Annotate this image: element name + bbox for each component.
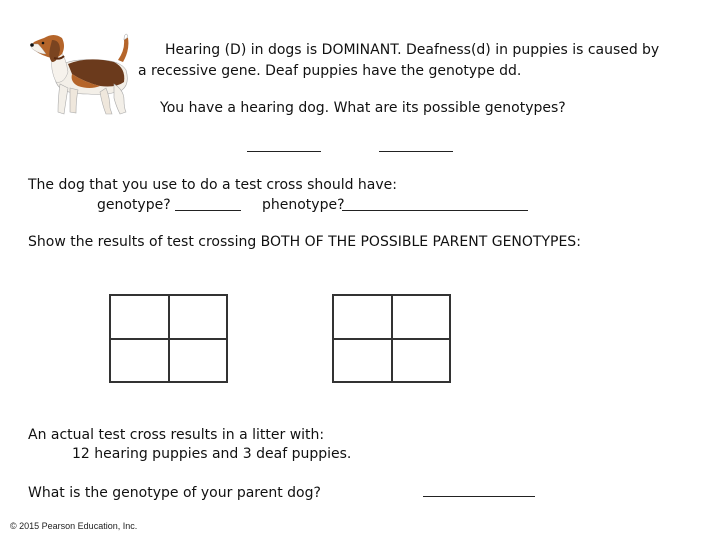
punnett-square-1[interactable] — [109, 294, 228, 383]
phenotype-label: phenotype? — [262, 197, 345, 213]
intro-line-2: a recessive gene. Deaf puppies have the genotype dd. — [138, 63, 522, 79]
intro-line-1: Hearing (D) in dogs is DOMINANT. Deafness(d) in puppies is caused — [165, 42, 638, 58]
punnett-cell[interactable] — [392, 339, 451, 383]
actual-cross-line-1: An actual test cross results in a litter with: — [28, 427, 325, 443]
punnett-square-2[interactable] — [332, 294, 451, 383]
test-cross-title: The dog that you use to do a test cross should have: — [28, 177, 397, 193]
punnett-cell[interactable] — [110, 295, 169, 339]
question-possible-genotypes: You have a hearing dog. What are its possible genotypes? — [160, 100, 566, 116]
question-parent-genotype: What is the genotype of your parent dog? — [28, 485, 321, 501]
beagle-dog-icon — [28, 32, 138, 116]
punnett-cell[interactable] — [392, 295, 451, 339]
answer-line-test-genotype[interactable] — [175, 210, 241, 211]
punnett-cell[interactable] — [169, 339, 228, 383]
punnett-cell[interactable] — [333, 339, 392, 383]
genotype-label: genotype? — [97, 197, 171, 213]
answer-line-test-phenotype[interactable] — [342, 210, 528, 211]
intro-line-1-by: by — [642, 42, 660, 58]
answer-line-genotype-1[interactable] — [247, 151, 321, 152]
actual-cross-line-2: 12 hearing puppies and 3 deaf puppies. — [72, 446, 352, 462]
punnett-cell[interactable] — [110, 339, 169, 383]
show-results-instruction: Show the results of test crossing BOTH OF THE POSSIBLE PARENT GENOTYPES: — [28, 234, 581, 250]
answer-line-genotype-2[interactable] — [379, 151, 453, 152]
punnett-cell[interactable] — [169, 295, 228, 339]
copyright-notice: © 2015 Pearson Education, Inc. — [10, 521, 138, 531]
answer-line-parent-genotype[interactable] — [423, 496, 535, 497]
punnett-cell[interactable] — [333, 295, 392, 339]
